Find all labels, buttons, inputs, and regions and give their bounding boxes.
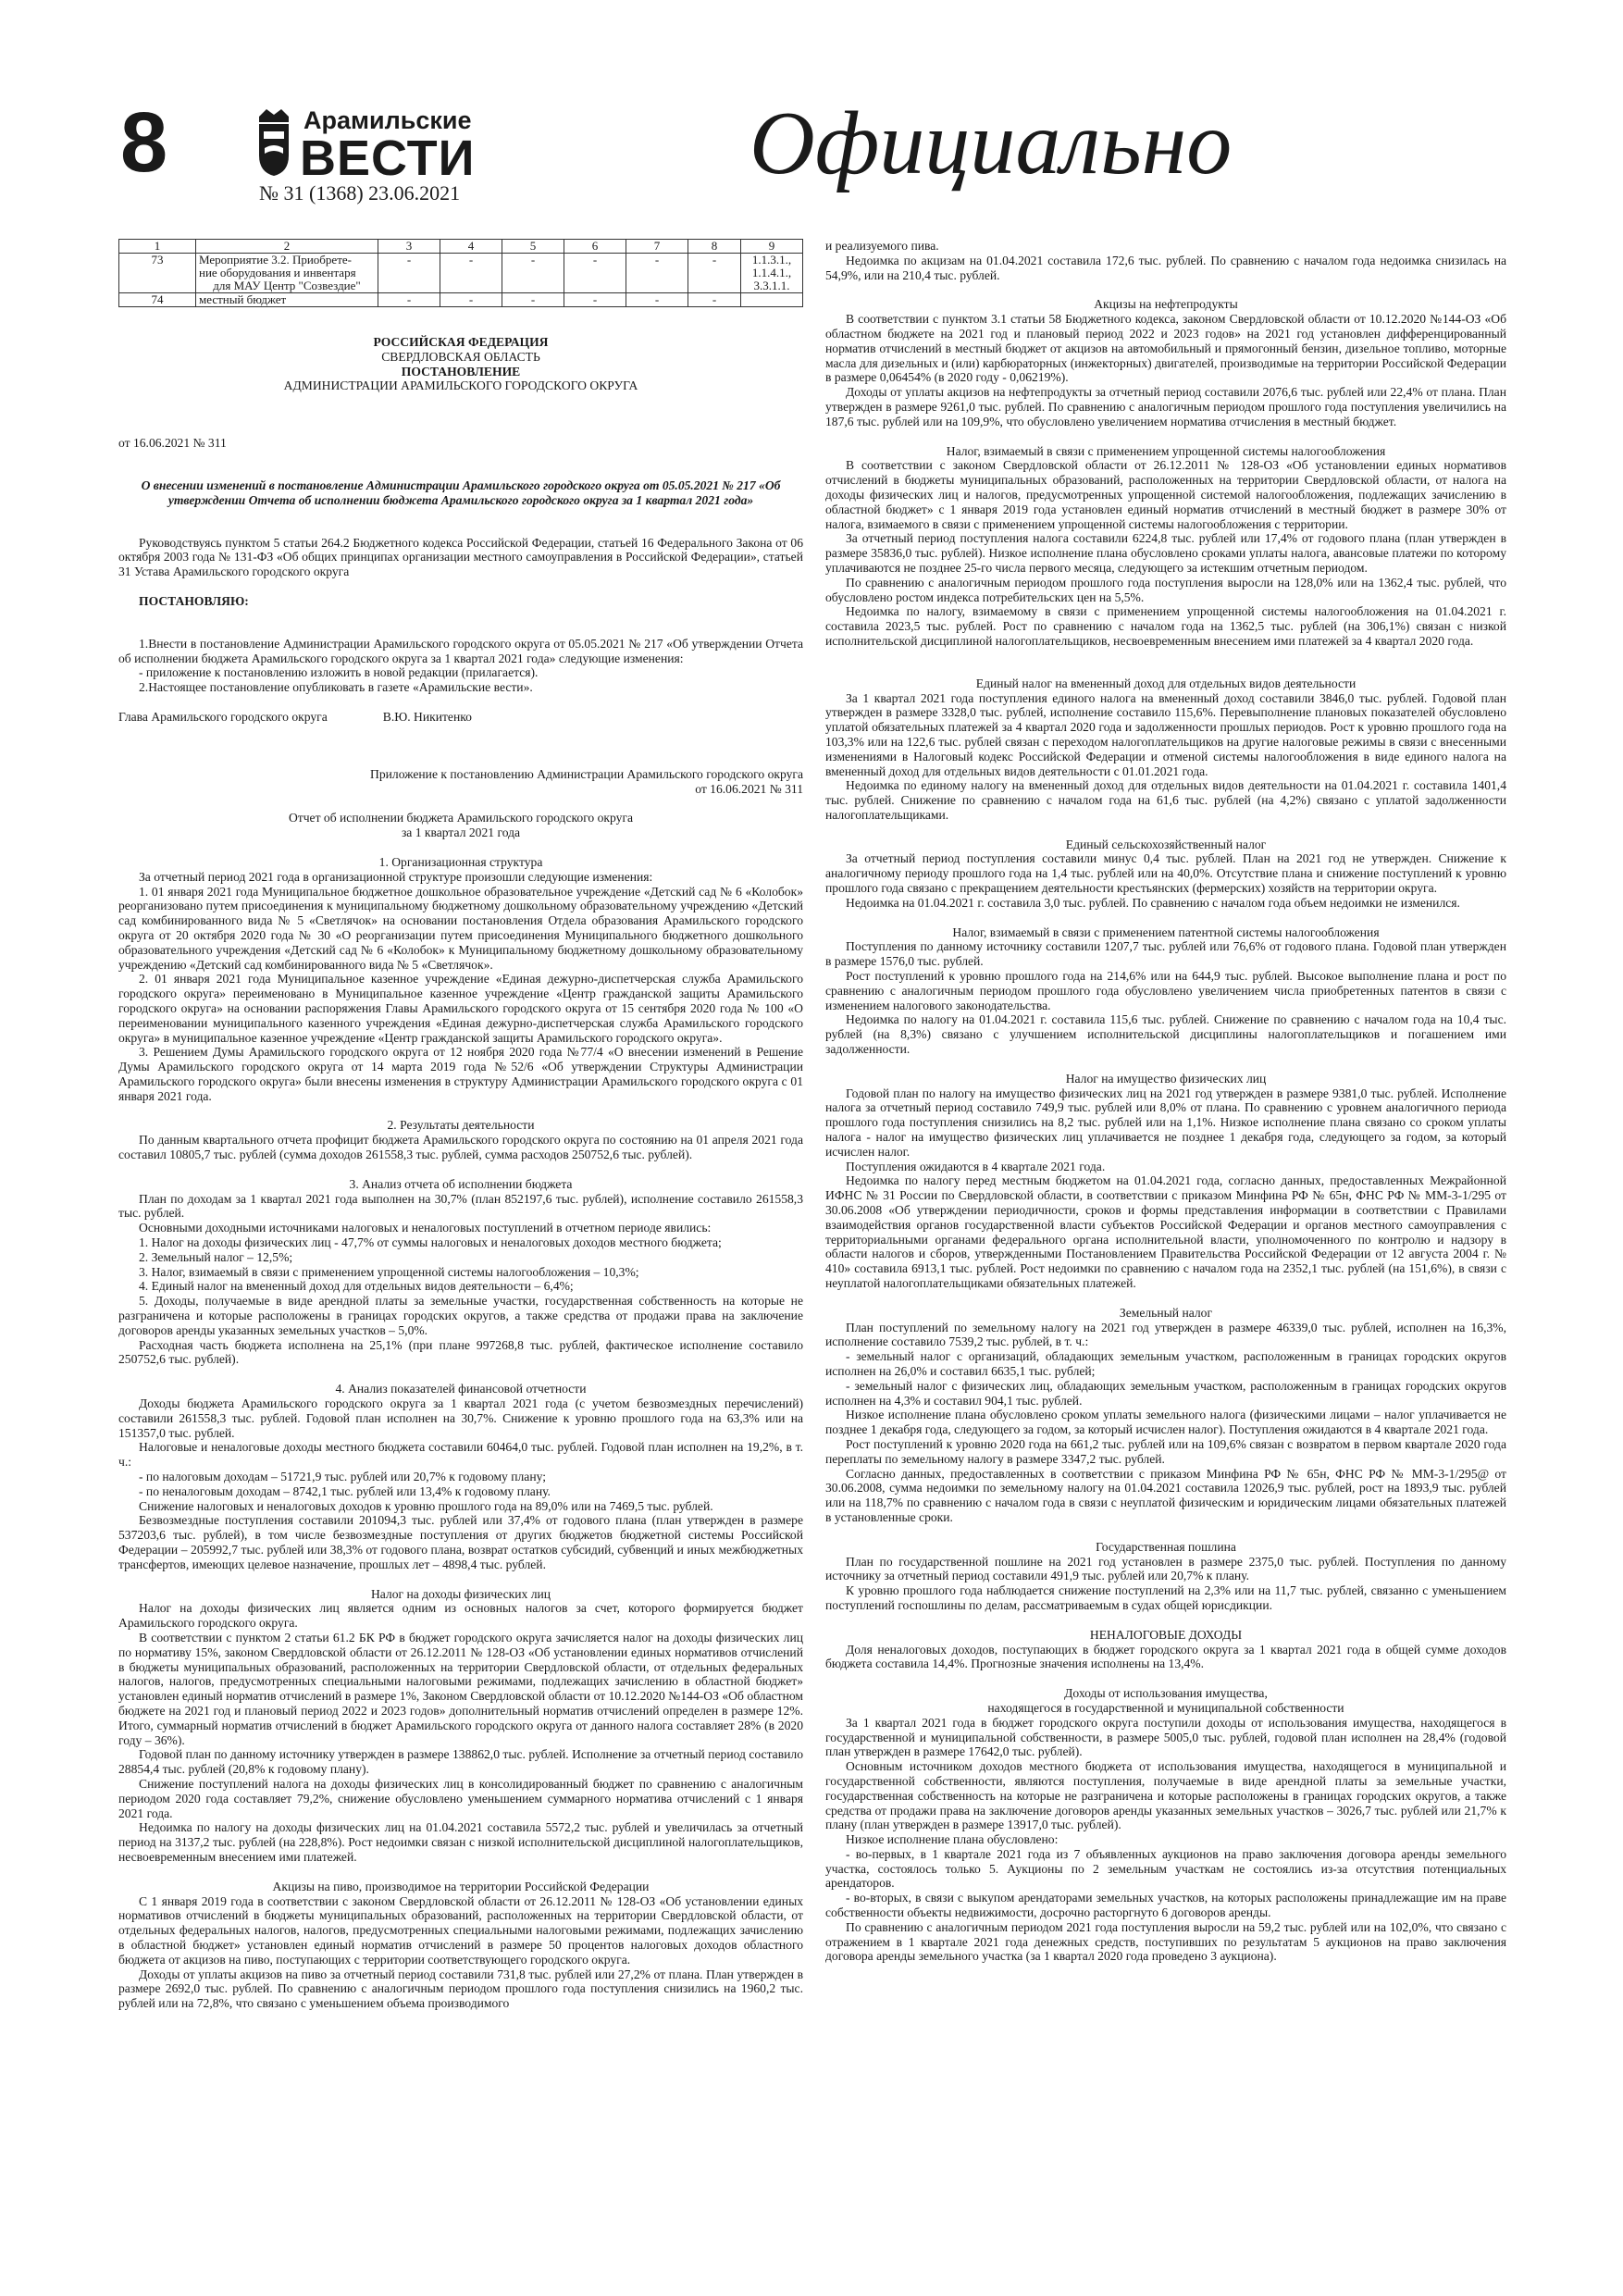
- table-row: 73 Мероприятие 3.2. Приобрете- ние оборудования и инвентаря для МАУ Центр "Созвездие" - - - - - - 1.1.3.1., 1.1.4.1., 3.3.1.1.: [119, 254, 803, 293]
- report-period: за 1 квартал 2021 года: [401, 825, 521, 840]
- decree-region: СВЕРДЛОВСКАЯ ОБЛАСТЬ: [381, 349, 540, 364]
- issue-number: № 31 (1368) 23.06.2021: [259, 181, 461, 205]
- section-heading: Налог на имущество физических лиц: [1065, 1071, 1267, 1086]
- section-heading: Государственная пошлина: [1096, 1539, 1236, 1554]
- appendix-note: Приложение к постановлению Администрации Арамильского городского округа: [370, 766, 803, 781]
- decree-title: О внесении изменений в постановление Администрации Арамильского городского округа от 05.05.2021 № 217 «Об утверждении Отчета об исполнении бюджета Арамильского городского округа за 1 квартал 2021 года»: [141, 478, 781, 507]
- brand-big: ВЕСТИ: [300, 130, 476, 186]
- section-heading: 4. Анализ показателей финансовой отчетности: [335, 1382, 587, 1396]
- signature-block: [118, 710, 803, 725]
- brand-small: Арамильские: [304, 106, 472, 134]
- decree-item-2: 2.Настоящее постановление опубликовать в газете «Арамильские вести».: [139, 680, 533, 695]
- page-number: 8: [120, 95, 168, 190]
- section-heading: Единый сельскохозяйственный налог: [1065, 837, 1267, 851]
- city-emblem-icon: [255, 107, 292, 178]
- section-heading: Налог, взимаемый в связи с применением патентной системы налогообложения: [952, 925, 1380, 939]
- left-column: 1 2 3 4 5 6 7 8 9 73 Мероприятие 3.2. Приобрете- ние оборудования и инвентаря для МАУ Центр "Созвездие" - - - - - - 1.1.3.1., 1.1.4.1., 3.3.1.1. 74 местный бюджет - - - - - - РОССИЙСКАЯ ФЕДЕРАЦИЯ СВЕРДЛОВСКАЯ ОБЛАСТЬ ПОСТАНОВЛЕНИЕ АДМИНИСТРАЦИИ АРАМИЛЬСКОГО ГОРОДСКОГО ОКРУГА от 16.06.2021 № 311 О внесении изменений в постановление Администрации Арамильского городского округа от 05.05.2021 № 217 «Об утверждении Отчета об исполнении бюджета Арамильского городского округа за 1 квартал 2021 года» Руководствуясь пунктом 5 статьи 264.2 Бюджетного кодекса Российской Федерации, статьей 16 Федерального Закона от 06 октября 2003 года № 131-ФЗ «Об общих принципах организации местного самоуправления в Российской Федерации», статьей 31 Устава Арамильского городского округа ПОСТАНОВЛЯЮ: 1.Внести в постановление Администрации Арамильского городского округа от 05.05.2021 № 217 «Об утверждении Отчета об исполнении бюджета Арамильского городского округа за 1 квартал 2021 года» следующие изменения: - приложение к постановлению изложить в новой редакции (прилагается). 2.Настоящее постановление опубликовать в газете «Арамильские вести». Глава Арамильского городского округа В.Ю. Никитенко Приложение к постановлению Администрации Арамильского городского округа от 16.06.2021 № 311 Отчет об исполнении бюджета Арамильского городского округа за 1 квартал 2021 года 1. Организационная структура За отчетный период 2021 года в организационной структуре произошли следующие изменения: 1. 01 января 2021 года Муниципальное бюджетное дошкольное образовательное учреждение «Детский сад № 6 «Колобок» реорганизовано путем присоединения к муниципальному бюджетному дошкольному образовательному учреждению «Детский сад комбинированного вида № 5 «Светлячок» на основании постановления Отдела образования Арамильского городского округа от 20 октября 2020 года № 30 «О реорганизации путем присоединения Муниципального бюджетного дошкольного образовательного учреждения «Детский сад № 6 «Колобок» к Муниципальному бюджетному дошкольному образовательному учреждению «Детский сад комбинированного вида № 5 «Светлячок». 2. 01 января 2021 года Муниципальное казенное учреждение «Единая дежурно-диспетчерская служба Арамильского городского округа» переименовано в Муниципальное казенное учреждение «Центр гражданской защиты Арамильского городского округа» на основании распоряжения Главы Арамильского городского округа от 15 сентября 2020 года № 100 «О переименовании муниципального казенного учреждения «Единая дежурно-диспетчерская служба Арамильского городского округа» в муниципальное казенное учреждение «Центр гражданской защиты Арамильского городского округа». 3. Решением Думы Арамильского городского округа от 12 ноября 2020 года №77/4 «О внесении изменений в Решение Думы Арамильского городского округа от 14 марта 2019 года №52/6 «Об утверждении Структуры Администрации Арамильского городского округа» были внесены изменения в структуру Администрации Арамильского городского округа с 01 января 2021 года. 2. Результаты деятельности По данным квартального отчета профицит бюджета Арамильского городского округа по состоянию на 01 апреля 2021 года составил 10805,7 тыс. рублей (сумма доходов 261558,3 тыс. рублей, сумма расходов 250752,6 тыс. рублей). 3. Анализ отчета об исполнении бюджета План по доходам за 1 квартал 2021 года выполнен на 30,7% (план 852197,6 тыс. рублей), исполнение составило 261558,3 тыс. рублей. Основными доходными источниками налоговых и неналоговых поступлений в отчетном периоде явились: 1. Налог на доходы физических лиц - 47,7% от суммы налоговых и неналоговых доходов местного бюджета; 2. Земельный налог – 12,5%; 3. Налог, взимаемый в связи с применением упрощенной системы налогообложения – 10,3%; 4. Единый налог на вмененный доход для отдельных видов деятельности – 6,4%; 5. Доходы, получаемые в виде арендной платы за земельные участки, государственная собственность на которые не разграничена и которые расположены в границах городских округов, а также средства от продажи права на заключение договоров аренды указанных земельных участков – 5,0%. Расходная часть бюджета исполнена на 25,1% (при плане 997268,8 тыс. рублей, фактическое исполнение составило 250752,6 тыс. рублей). 4. Анализ показателей финансовой отчетности Доходы бюджета Арамильского городского округа за 1 квартал 2021 года (с учетом безвозмездных перечислений) составили 261558,3 тыс. рублей. Годовой план исполнен на 30,7%. Снижение к уровню прошлого года на 63,3% или на 151357,0 тыс. рублей. Налоговые и неналоговые доходы местного бюджета составили 60464,0 тыс. рублей. Годовой план исполнен на 19,2%, в т. ч.: - по налоговым доходам – 51721,9 тыс. рублей или 20,7% к годовому плану; - по неналоговым доходам – 8742,1 тыс. рублей или 13,4% к годовому плану. Снижение налоговых и неналоговых доходов к уровню прошлого года на 89,0% или на 7469,5 тыс. рублей. Безвозмездные поступления составили 201094,3 тыс. рублей или 37,4% от годового плана (план утвержден в размере 537203,6 тыс. рублей), в том числе безвозмездные поступления от других бюджетов бюджетной системы Российской Федерации – 205992,7 тыс. рублей или 38,3% от годового плана, возврат остатков субсидий, субвенций и иных межбюджетных трансфертов, имеющих целевое назначение, прошлых лет – 4898,4 тыс. рублей. Налог на доходы физических лиц Налог на доходы физических лиц является одним из основных налогов за счет, которого формируется бюджет Арамильского городского округа. В соответствии с пунктом 2 статьи 61.2 БК РФ в бюджет городского округа зачисляется налог на доходы физических лиц по нормативу 15%, законом Свердловской области от 26.12.2011 № 128-ОЗ «Об установлении единых нормативов отчислений в бюджеты муниципальных образований, расположенных на территории Свердловской области, от отдельных федеральных налогов, налогов, предусмотренных специальными налоговыми режимами, подлежащих зачислению в областной бюджет» установлен единый норматив отчислений в размере 1%, Законом Свердловской области от 10.12.2020 №144-ОЗ «Об областном бюджете на 2021 год и плановый период 2022 и 2023 годов» дополнительный норматив отчислений определен в размере 12%. Итого, суммарный норматив отчислений в бюджет Арамильского городского округа от данного налога составляет 28% (в 2020 году – 36%). Годовой план по данному источнику утвержден в размере 138862,0 тыс. рублей. Исполнение за отчетный период составило 28854,4 тыс. рублей (20,8% к годовому плану). Снижение поступлений налога на доходы физических лиц в консолидированный бюджет по сравнению с аналогичным периодом 2020 года составляет 79,2%, снижение обусловлено уменьшением суммарного норматива отчислений с 1 января 2021 года. Недоимка по налогу на доходы физических лиц на 01.04.2021 составила 5572,2 тыс. рублей и увеличилась за отчетный период на 3137,2 тыс. рублей (на 228,8%). Рост недоимки связан с низкой исполнительской дисциплиной налогоплательщиков, несвоевременным внесением ими платежей. Акцизы на пиво, производимое на территории Российской Федерации С 1 января 2019 года в соответствии с законом Свердловской области от 26.12.2011 № 128-ОЗ «Об установлении единых нормативов отчислений в бюджеты муниципальных образований, расположенных на территории Свердловской области, от отдельных федеральных налогов, налогов, предусмотренных специальными налоговыми режимами, подлежащих зачислению в областной бюджет» установлен единый норматив отчислений в размере 50 процентов налоговых доходов областного бюджета от акцизов на пиво, поступающих с территории соответствующего городского округа. Доходы от уплаты акцизов на пиво за отчетный период составили 731,8 тыс. рублей или 27,2% от плана. План утвержден в размере 2692,0 тыс. рублей. По сравнению с аналогичным периодом прошлого года поступления снизились на 1960,2 тыс. рублей или на 72,8%, что связано с уменьшением объема производимого: [118, 239, 803, 2011]
- table-row: 74 местный бюджет - - - - - -: [119, 293, 803, 307]
- right-column: и реализуемого пива. Недоимка по акцизам на 01.04.2021 составила 172,6 тыс. рублей. По сравнению с началом года недоимка снизилась на 54,9%, или на 210,4 тыс. рублей. Акцизы на нефтепродукты В соответствии с пунктом 3.1 статьи 58 Бюджетного кодекса, законом Свердловской области от 10.12.2020 №144-ОЗ «Об областном бюджете на 2021 год и плановый период 2022 и 2023 годов» на 2021 год установлен дифференцированный норматив отчислений в местный бюджет от акцизов на автомобильный и прямогонный бензин, дизельное топливо, моторные масла для дизельных и (или) карбюраторных (инжекторных) двигателей, производимые на территории Российской Федерации в размере 0,06454% (в 2020 году - 0,06219%). Доходы от уплаты акцизов на нефтепродукты за отчетный период составили 2076,6 тыс. рублей или 22,4% от плана. План утвержден в размере 9261,0 тыс. рублей. По сравнению с аналогичным периодом прошлого года поступления увеличились на 187,6 тыс. рублей или на 109,9%, что обусловлено увеличением норматива отчисления в местный бюджет. Налог, взимаемый в связи с применением упрощенной системы налогообложения В соответствии с законом Свердловской области от 26.12.2011 № 128-ОЗ «Об установлении единых нормативов отчислений в бюджеты муниципальных образований, расположенных на территории Свердловской области, от налога на доходы физических лиц и налогов, предусмотренных упрощенной системой налогообложения, подлежащих зачислению в областной бюджет» с 1 января 2019 года установлен единый норматив отчислений в местный бюджет в размере 30% от налога, взимаемого в связи с применением упрощенной системы налогообложения с территории. За отчетный период поступления налога составили 6224,8 тыс. рублей или 17,4% от годового плана (план утвержден в размере 35836,0 тыс. рублей). Низкое исполнение плана обусловлено сроками уплаты налога, авансовые платежи по которому уплачиваются не позднее 25-го числа первого месяца, следующего за истекшим отчетным периодом. По сравнению с аналогичным периодом прошлого года поступления выросли на 128,0% или на 1362,4 тыс. рублей, что обусловлено ростом индекса потребительских цен на 5,5%. Недоимка по налогу, взимаемому в связи с применением упрощенной системы налогообложения на 01.04.2021 г. составила 2023,5 тыс. рублей. Рост по сравнению с началом года на 1362,5 тыс. рублей (на 306,1%) связан с низкой исполнительской дисциплиной налогоплательщиков, несвоевременным внесением ими платежей за 4 квартал 2020 года. Единый налог на вмененный доход для отдельных видов деятельности За 1 квартал 2021 года поступления единого налога на вмененный доход составили 3846,0 тыс. рублей. Годовой план утвержден в размере 3328,0 тыс. рублей, исполнение составило 115,6%. Перевыполнение плановых показателей обусловлено уплатой обязательных платежей за 4 квартал 2020 года и задолженности прошлых периодов. Рост к уровню прошлого года на 103,3% или на 122,6 тыс. рублей связан с переходом налогоплательщиков на другие налоговые режимы в связи с внесенными изменениями в Налоговый кодекс Российской Федерации и отменой системы налогообложения в виде единого налога на вмененный доход для отдельных видов деятельности с 01.01.2021 года. Недоимка по единому налогу на вмененный доход для отдельных видов деятельности на 01.04.2021 г. составила 1401,4 тыс. рублей. Снижение по сравнению с началом года на 61,6 тыс. рублей (на 4,2%) связано с уплатой задолженности налогоплательщиками. Единый сельскохозяйственный налог За отчетный период поступления составили минус 0,4 тыс. рублей. План на 2021 год не утвержден. Снижение к аналогичному периоду прошлого года на 1,4 тыс. рублей или на 40,0%. Отсутствие плана и снижение поступлений к уровню прошлого года связано с прекращением деятельности крестьянских (фермерских) хозяйств на территории округа. Недоимка на 01.04.2021 г. составила 3,0 тыс. рублей. По сравнению с началом года объем недоимки не изменился. Налог, взимаемый в связи с применением патентной системы налогообложения Поступления по данному источнику составили 1207,7 тыс. рублей или 76,6% от годового плана. Годовой план утвержден в размере 1576,0 тыс. рублей. Рост поступлений к уровню прошлого года на 214,6% или на 644,9 тыс. рублей. Высокое выполнение плана и рост по сравнению с аналогичным периодом прошлого года обусловлено увеличением числа приобретенных патентов в связи с изменением налогового законодательства. Недоимка по налогу на 01.04.2021 г. составила 115,6 тыс. рублей. Снижение по сравнению с началом года на 10,4 тыс. рублей (на 8,3%) связано с улучшением исполнительской дисциплины налогоплательщиков и погашением ими задолженности. Налог на имущество физических лиц Годовой план по налогу на имущество физических лиц на 2021 год утвержден в размере 9381,0 тыс. рублей. Исполнение налога за отчетный период составило 749,9 тыс. рублей или 8,0% от плана. По сравнению с уровнем аналогичного периода прошлого года поступления снизились на 8,2 тыс. рублей или на 1,1%. Низкое исполнение плана связано со сроком уплаты налога - налог на имущество физических лиц уплачивается не позднее 1 декабря года, следующего за годом, за который исчислен налог. Поступления ожидаются в 4 квартале 2021 года. Недоимка по налогу перед местным бюджетом на 01.04.2021 года, согласно данных, предоставленных Межрайонной ИФНС № 31 России по Свердловской области, в соответствии с приказом Минфина РФ № 65н, ФНС РФ № ММ-3-1/295 от 30.06.2008 «Об утверждении периодичности, сроков и формы представления информации в соответствии с Правилами взаимодействия органов государственной власти субъектов Российской Федерации и органов местного самоуправления с территориальными органами федерального органа исполнительной власти, уполномоченного по контролю и надзору в области налогов и сборов, утвержденными Постановлением Правительства Российской Федерации от 12 августа 2004 г. № 410» составила 6913,1 тыс. рублей. Рост недоимки по сравнению с началом года на 2352,1 тыс. рублей (на 151,6%), в связи с неуплатой налогоплательщиками обязательных платежей. Земельный налог План поступлений по земельному налогу на 2021 год утвержден в размере 46339,0 тыс. рублей, исполнен на 16,3%, исполнение составило 7539,2 тыс. рублей, в т. ч.: - земельный налог с организаций, обладающих земельным участком, расположенным в границах городских округов исполнен на 26,0% и составил 6635,1 тыс. рублей; - земельный налог с физических лиц, обладающих земельным участком, расположенным в границах городских округов исполнен на 4,3% и составил 904,1 тыс. рублей. Низкое исполнение плана обусловлено сроком уплаты земельного налога (физическими лицами – налог уплачивается не позднее 1 декабря года, следующего за годом, за который исчислен налог). Поступления ожидаются в 4 квартале 2021 года. Рост поступлений к уровню 2020 года на 661,2 тыс. рублей или на 109,6% связан с возвратом в первом квартале 2020 года переплаты по земельному налогу в размере 3347,2 тыс. рублей. Согласно данных, предоставленных в соответствии с приказом Минфина РФ № 65н, ФНС РФ № ММ-3-1/295@ от 30.06.2008, сумма недоимки по земельному налогу на 01.04.2021 составила 12026,9 тыс. рублей, рост на 1893,9 тыс. рублей или на 118,7% по сравнению с началом года в связи с неуплатой физическим и юридическим лицами обязательных платежей в установленные сроки. Государственная пошлина План по государственной пошлине на 2021 год установлен в размере 2375,0 тыс. рублей. Поступления по данному источнику за отчетный период составили 491,9 тыс. рублей или 20,7% к плану. К уровню прошлого года наблюдается снижение поступлений на 2,3% или на 11,7 тыс. рублей, связанно с уменьшением поступлений госпошлины по делам, рассматриваемым в судах общей юрисдикции. НЕНАЛОГОВЫЕ ДОХОДЫ Доля неналоговых доходов, поступающих в бюджет городского округа за 1 квартал 2021 года в общей сумме доходов бюджета составила 14,4%. Прогнозные значения исполнены на 13,4%. Доходы от использования имущества, находящегося в государственной и муниципальной собственности За 1 квартал 2021 года в бюджет городского округа поступили доходы от использования имущества, находящегося в государственной и муниципальной собственности, в размере 5005,0 тыс. рублей, годовой план исполнен на 28,4% (годовой план утвержден в размере 17642,0 тыс. рублей). Основным источником доходов местного бюджета от использования имущества, находящегося в муниципальной и государственной собственности, являются поступления, получаемые в виде арендной платы за земельные участки, государственная собственность на которые не разграничена и которые расположены в границах городских округов, а также средства от продажи права на заключение договоров аренды указанных земельных участков – 3026,7 тыс. рублей или 21,7% к плану (план утвержден в размере 13917,0 тыс. рублей). Низкое исполнение плана обусловлено: - во-первых, в 1 квартале 2021 года из 7 объявленных аукционов на право заключения договора аренды земельного участка, состоялось только 5. Аукционы по 2 земельным участкам не состоялись из-за отсутствия потенциальных арендаторов. - во-вторых, в связи с выкупом арендаторами земельных участков, на которых расположены принадлежащие им на праве собственности объекты недвижимости, досрочно расторгнуто 6 договоров аренды. По сравнению с аналогичным периодом 2021 года поступления выросли на 59,2 тыс. рублей или на 102,0%, что связано с отражением в 1 квартале 2021 года денежных средств, поступивших по результатам 5 аукционов на право заключения договора аренды земельного участка (за 1 квартал 2020 года проведено 3 аукциона).: [825, 239, 1506, 1964]
- appendix-date: от 16.06.2021 № 311: [695, 781, 803, 796]
- decree-date: от 16.06.2021 № 311: [118, 436, 227, 451]
- decree-resolve: ПОСТАНОВЛЯЮ:: [139, 593, 249, 608]
- signer-name: В.Ю. Никитенко: [382, 709, 472, 724]
- section-heading: Доходы от использования имущества,: [1064, 1686, 1268, 1701]
- section-heading: находящегося в государственной и муниципальной собственности: [987, 1700, 1344, 1715]
- section-heading: Налог, взимаемый в связи с применением упрощенной системы налогообложения: [946, 443, 1386, 458]
- program-table: [118, 239, 803, 307]
- section-heading: Акцизы на пиво, производимое на территории Российской Федерации: [272, 1879, 650, 1893]
- decree-item-1a: - приложение к постановлению изложить в новой редакции (прилагается).: [139, 665, 539, 680]
- signer-role: Глава Арамильского городского округа: [118, 709, 328, 724]
- section-heading: 2. Результаты деятельности: [387, 1118, 535, 1133]
- section-heading: Земельный налог: [1119, 1305, 1213, 1320]
- section-title: Официально: [750, 93, 1233, 193]
- section-heading: Акцизы на нефтепродукты: [1094, 297, 1238, 312]
- section-heading: НЕНАЛОГОВЫЕ ДОХОДЫ: [1089, 1627, 1243, 1642]
- decree-preamble: Руководствуясь пунктом 5 статьи 264.2 Бюджетного кодекса Российской Федерации, статьей 16 Федерального Закона от 06 октября 2003 года № 131-ФЗ «Об общих принципах организации местного самоуправления в Российской Федерации», статьей 31 Устава Арамильского городского округа: [118, 535, 803, 579]
- decree-authority: АДМИНИСТРАЦИИ АРАМИЛЬСКОГО ГОРОДСКОГО ОКРУГА: [283, 379, 638, 393]
- decree-country: РОССИЙСКАЯ ФЕДЕРАЦИЯ: [373, 335, 549, 349]
- report-title: Отчет об исполнении бюджета Арамильского городского округа: [288, 811, 634, 825]
- section-heading: 1. Организационная структура: [378, 854, 543, 869]
- decree-item-1: 1.Внести в постановление Администрации Арамильского городского округа от 05.05.2021 № 217 «Об утверждении Отчета об исполнении бюджета Арамильского городского округа за 1 квартал 2021 года» следующие изменения:: [118, 636, 803, 665]
- section-heading: Единый налог на вмененный доход для отдельных видов деятельности: [975, 676, 1357, 690]
- decree-type: ПОСТАНОВЛЕНИЕ: [401, 364, 521, 379]
- section-heading: Налог на доходы физических лиц: [370, 1586, 551, 1601]
- section-heading: 3. Анализ отчета об исполнении бюджета: [349, 1176, 573, 1191]
- table-header-row: 1 2 3 4 5 6 7 8 9: [119, 240, 803, 254]
